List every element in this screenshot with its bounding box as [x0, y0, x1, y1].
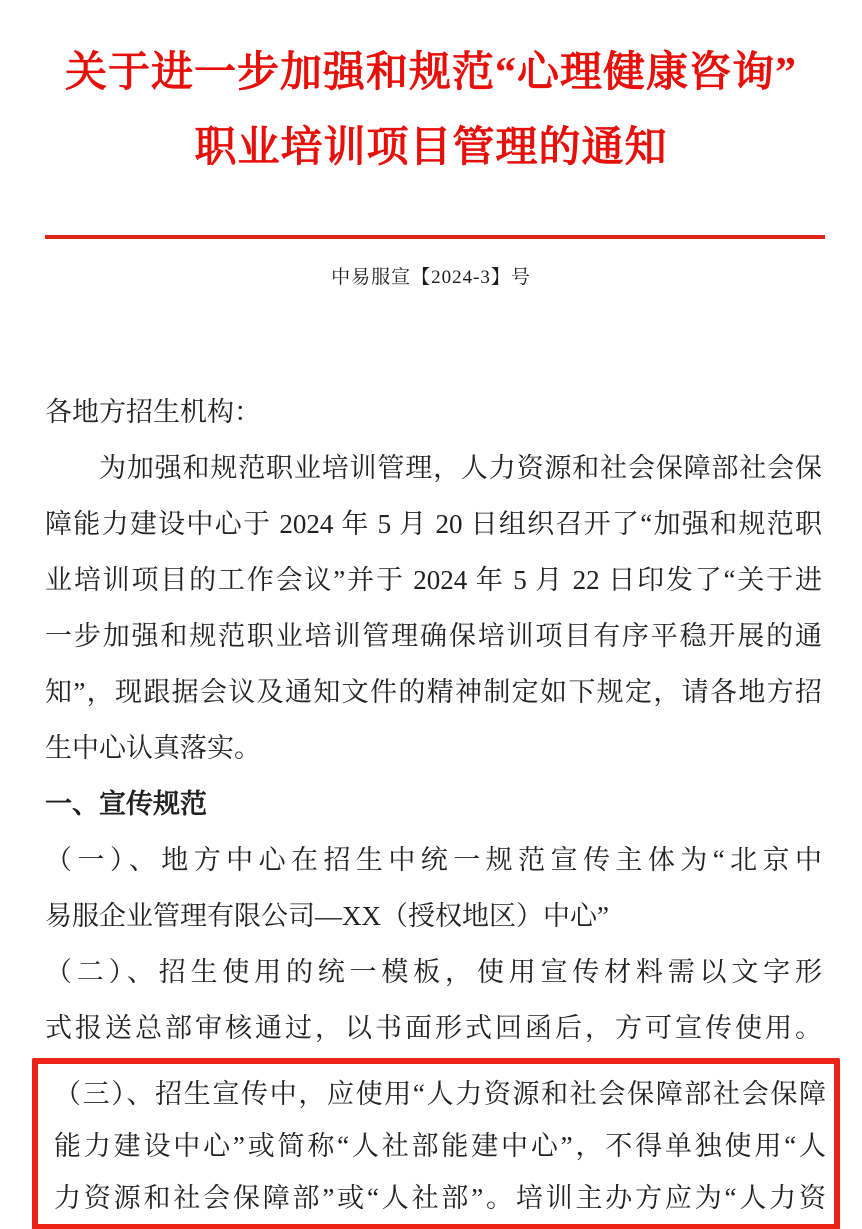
salutation: 各地方招生机构： [45, 397, 261, 427]
item-1-paragraph [45, 832, 822, 944]
text-line: 式报送总部审核通过，以书面形式回函后，方可宣传使用。 [45, 1013, 822, 1043]
intro-paragraph [45, 440, 822, 776]
text-line: 力资源和社会保障部”或“人社部”。培训主办方应为“人力资 [54, 1183, 826, 1213]
text-line: 生中心认真落实。 [45, 733, 261, 763]
notice-title-line-2: 职业培训项目管理的通知 [194, 125, 668, 171]
text-line: （三）、招生宣传中，应使用“人力资源和社会保障部社会保障 [54, 1079, 826, 1109]
section-heading: 一、宣传规范 [45, 789, 207, 819]
notice-title-line-1: 关于进一步加强和规范“心理健康咨询” [64, 50, 797, 96]
text-line: 能力建设中心”或简称“人社部能建中心”，不得单独使用“人 [54, 1131, 826, 1161]
text-line: 知”，现跟据会议及通知文件的精神制定如下规定，请各地方招 [45, 677, 822, 707]
text-line: （二）、招生使用的统一模板，使用宣传材料需以文字形 [45, 957, 822, 987]
text-line: 一步加强和规范职业培训管理确保培训项目有序平稳开展的通 [45, 621, 822, 651]
item-2-paragraph [45, 944, 822, 1056]
red-divider-rule [45, 235, 825, 239]
item-3-paragraph [54, 1068, 826, 1224]
notice-body [45, 384, 826, 1229]
text-line: 业培训项目的工作会议”并于 2024 年 5 月 22 日印发了“关于进 [45, 565, 822, 595]
text-line: 易服企业管理有限公司—XX（授权地区）中心” [45, 901, 609, 931]
doc-number: 中易服宣【2024-3】号 [331, 267, 531, 288]
text-line: 为加强和规范职业培训管理，人力资源和社会保障部社会保 [99, 453, 822, 483]
text-line: （一）、地方中心在招生中统一规范宣传主体为“北京中 [45, 845, 822, 875]
highlight-box [32, 1058, 840, 1229]
text-line: 障能力建设中心于 2024 年 5 月 20 日组织召开了“加强和规范职 [45, 509, 822, 539]
notice-title [0, 0, 862, 186]
